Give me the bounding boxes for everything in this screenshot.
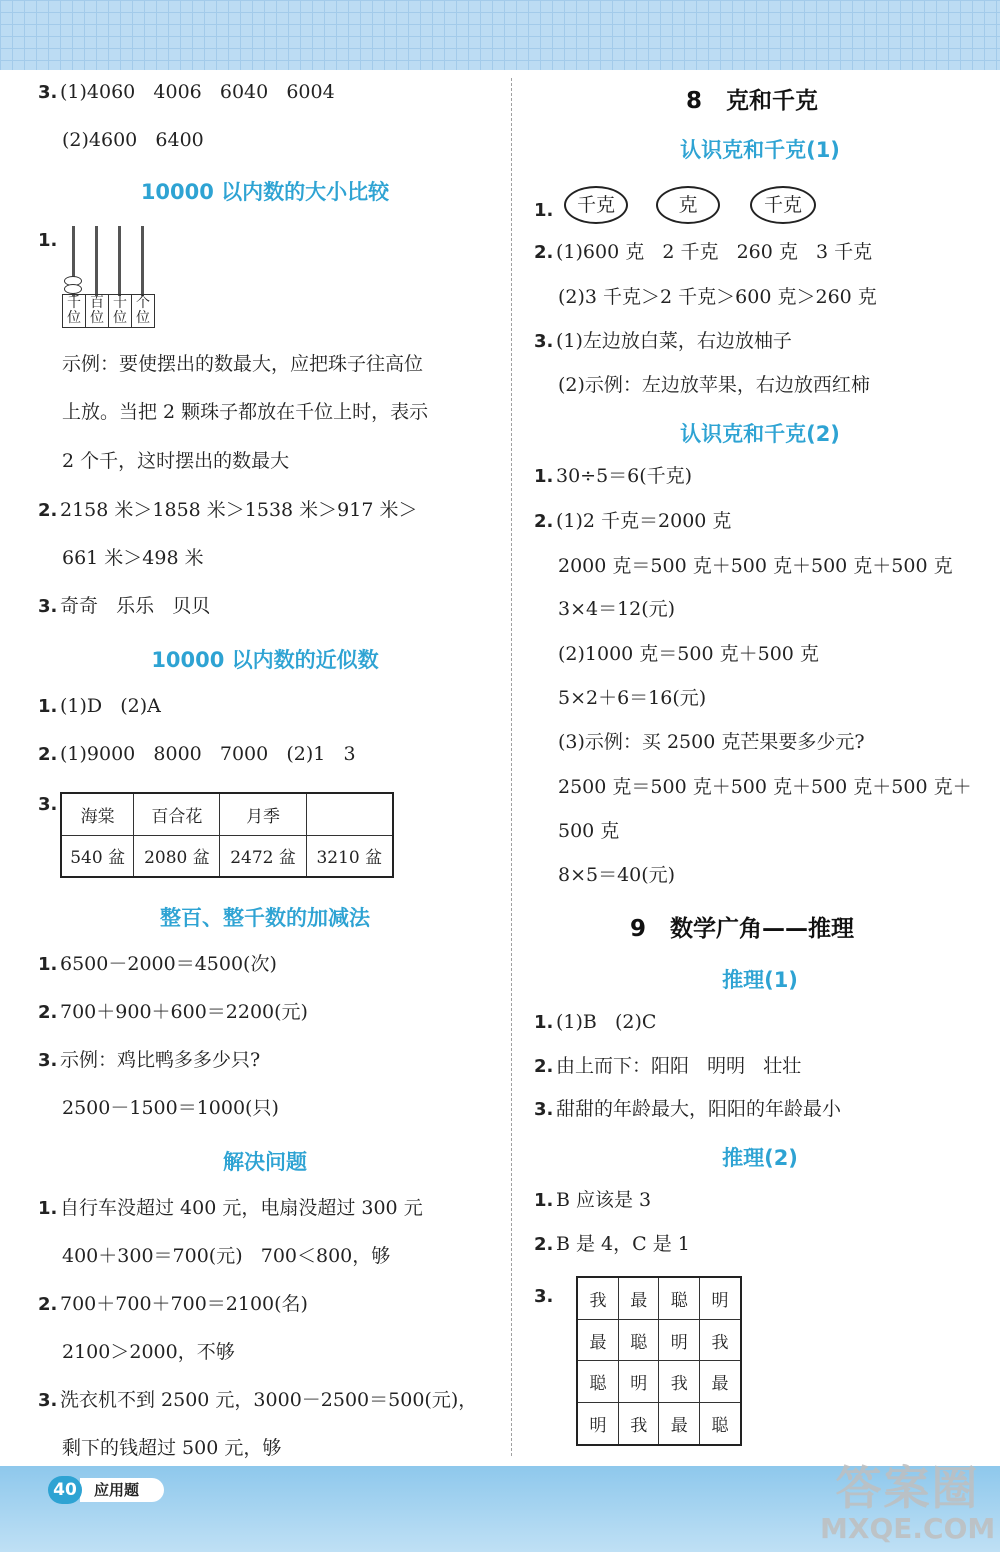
section-title-compare: 10000 以内数的大小比较 xyxy=(140,180,390,204)
abacus-label-ones: 个位 xyxy=(136,295,150,326)
kg2-line-8: 500 克 xyxy=(558,820,620,842)
grid-cell: 聪 xyxy=(699,1403,741,1445)
kg2-line-6: (3)示例：买 2500 克芒果要多少元? xyxy=(558,731,865,753)
kg2-line-4: (2)1000 克＝500 克＋500 克 xyxy=(558,643,819,665)
column-divider xyxy=(511,78,512,1456)
grid-cell: 我 xyxy=(659,1361,699,1403)
section-title-solve: 解决问题 xyxy=(223,1150,307,1174)
solve-answer-3-cont: 剩下的钱超过 500 元，够 xyxy=(62,1437,282,1459)
sudoku-grid xyxy=(576,1276,742,1446)
abacus-label-tens: 十位 xyxy=(109,295,132,327)
abacus-label-thousands: 千位 xyxy=(63,295,86,327)
watermark-url: MXQE.COM xyxy=(820,1512,996,1545)
abacus-label-hundreds: 百位 xyxy=(86,295,109,327)
reasoning2-answer-1: 1. B 应该是 3 xyxy=(534,1189,652,1211)
kg2-line-5: 5×2＋6＝16(元) xyxy=(558,687,707,709)
addsub-answer-2: 2. 700＋900＋600＝2200(元) xyxy=(38,1001,308,1023)
example-line-1: 示例：要使摆出的数最大，应把珠子往高位 xyxy=(62,353,424,375)
answer-3-part2: (2)4600 6400 xyxy=(62,129,204,151)
compare-answer-2: 2. 2158 米＞1858 米＞1538 米＞917 米＞ xyxy=(38,499,418,521)
section-title-kg2: 认识克和千克(2) xyxy=(680,422,840,446)
grid-cell: 聪 xyxy=(619,1319,659,1361)
reasoning1-answer-1: 1. (1)B (2)C xyxy=(534,1011,657,1033)
grid-cell: 最 xyxy=(577,1319,619,1361)
section-title-addsub: 整百、整千数的加减法 xyxy=(160,906,370,930)
kg2-line-9: 8×5＝40(元) xyxy=(558,864,676,886)
kg1-answer-3: 3. (1)左边放白菜，右边放柚子 xyxy=(534,330,792,352)
flower-table xyxy=(60,792,394,878)
kg2-answer-2: 2. (1)2 千克＝2000 克 xyxy=(534,510,732,532)
kg1-answer-1-label: 1. xyxy=(534,200,554,221)
grid-cell: 明 xyxy=(577,1403,619,1445)
compare-answer-3: 3. 奇奇 乐乐 贝贝 xyxy=(38,595,211,617)
answer-1-label: 1. xyxy=(38,230,58,251)
page-number: 40 xyxy=(48,1476,82,1504)
approx-answer-1: 1. (1)D (2)A xyxy=(38,695,161,717)
chapter-8-title: 8 克和千克 xyxy=(686,88,819,114)
table-cell: 2472 盆 xyxy=(220,835,306,877)
grid-cell: 明 xyxy=(619,1361,659,1403)
kg1-answer-2-cont: (2)3 千克＞2 千克＞600 克＞260 克 xyxy=(558,286,877,308)
solve-answer-1: 1. 自行车没超过 400 元，电扇没超过 300 元 xyxy=(38,1197,423,1219)
oval-answer-2: 克 xyxy=(656,186,720,224)
grid-cell: 明 xyxy=(659,1319,699,1361)
table-cell: 2080 盆 xyxy=(134,835,220,877)
table-cell: 540 盆 xyxy=(61,835,134,877)
footer-section-label: 应用题 xyxy=(80,1478,164,1502)
answer-3: 3. (1)4060 4006 6040 6004 xyxy=(38,81,335,103)
grid-cell: 最 xyxy=(699,1361,741,1403)
chapter-9-title: 9 数学广角——推理 xyxy=(630,916,855,942)
addsub-answer-3-cont: 2500－1500＝1000(只) xyxy=(62,1097,279,1119)
section-title-reasoning-2: 推理(2) xyxy=(722,1146,798,1170)
solve-answer-3: 3. 洗衣机不到 2500 元，3000－2500＝500(元)， xyxy=(38,1389,478,1411)
reasoning2-answer-2: 2. B 是 4，C 是 1 xyxy=(534,1233,690,1255)
reasoning1-answer-3: 3. 甜甜的年龄最大，阳阳的年龄最小 xyxy=(534,1098,842,1120)
top-grid-band xyxy=(0,0,1000,70)
oval-answer-1: 千克 xyxy=(564,186,628,224)
table-cell: 百合花 xyxy=(134,793,220,835)
solve-answer-2: 2. 700＋700＋700＝2100(名) xyxy=(38,1293,308,1315)
compare-answer-2-cont: 661 米＞498 米 xyxy=(62,547,204,569)
grid-cell: 最 xyxy=(619,1277,659,1319)
addsub-answer-1: 1. 6500－2000＝4500(次) xyxy=(38,953,277,975)
grid-cell: 聪 xyxy=(577,1361,619,1403)
reasoning1-answer-2: 2. 由上而下：阳阳 明明 壮壮 xyxy=(534,1055,802,1077)
abacus-figure xyxy=(62,226,156,330)
kg1-answer-2: 2. (1)600 克 2 千克 260 克 3 千克 xyxy=(534,241,873,263)
table-cell: 月季 xyxy=(220,793,306,835)
grid-cell: 我 xyxy=(619,1403,659,1445)
approx-answer-3-label: 3. xyxy=(38,794,58,815)
table-cell: 海棠 xyxy=(61,793,134,835)
kg1-answer-3-cont: (2)示例：左边放苹果，右边放西红柿 xyxy=(558,374,870,396)
table-cell xyxy=(306,793,393,835)
watermark-text: 答案圈 xyxy=(835,1461,980,1515)
table-cell: 3210 盆 xyxy=(306,835,393,877)
grid-cell: 聪 xyxy=(659,1277,699,1319)
kg2-line-2: 2000 克＝500 克＋500 克＋500 克＋500 克 xyxy=(558,555,953,577)
approx-answer-2: 2. (1)9000 8000 7000 (2)1 3 xyxy=(38,743,356,765)
section-title-approx: 10000 以内数的近似数 xyxy=(151,648,379,672)
reasoning2-answer-3-label: 3. xyxy=(534,1286,554,1307)
kg2-line-7: 2500 克＝500 克＋500 克＋500 克＋500 克＋ xyxy=(558,776,972,798)
example-line-3: 2 个千，这时摆出的数最大 xyxy=(62,450,290,472)
solve-answer-2-cont: 2100＞2000，不够 xyxy=(62,1341,235,1363)
kg2-line-3: 3×4＝12(元) xyxy=(558,598,676,620)
addsub-answer-3: 3. 示例：鸡比鸭多多少只? xyxy=(38,1049,261,1071)
grid-cell: 我 xyxy=(699,1319,741,1361)
watermark-logo xyxy=(820,1462,995,1544)
solve-answer-1-cont: 400＋300＝700(元) 700＜800，够 xyxy=(62,1245,391,1267)
example-line-2: 上放。当把 2 颗珠子都放在千位上时，表示 xyxy=(62,401,429,423)
kg2-answer-1: 1. 30÷5＝6(千克) xyxy=(534,465,693,487)
section-title-reasoning-1: 推理(1) xyxy=(722,968,798,992)
oval-answer-3: 千克 xyxy=(750,186,816,224)
section-title-kg1: 认识克和千克(1) xyxy=(680,138,840,162)
grid-cell: 明 xyxy=(699,1277,741,1319)
grid-cell: 我 xyxy=(577,1277,619,1319)
grid-cell: 最 xyxy=(659,1403,699,1445)
